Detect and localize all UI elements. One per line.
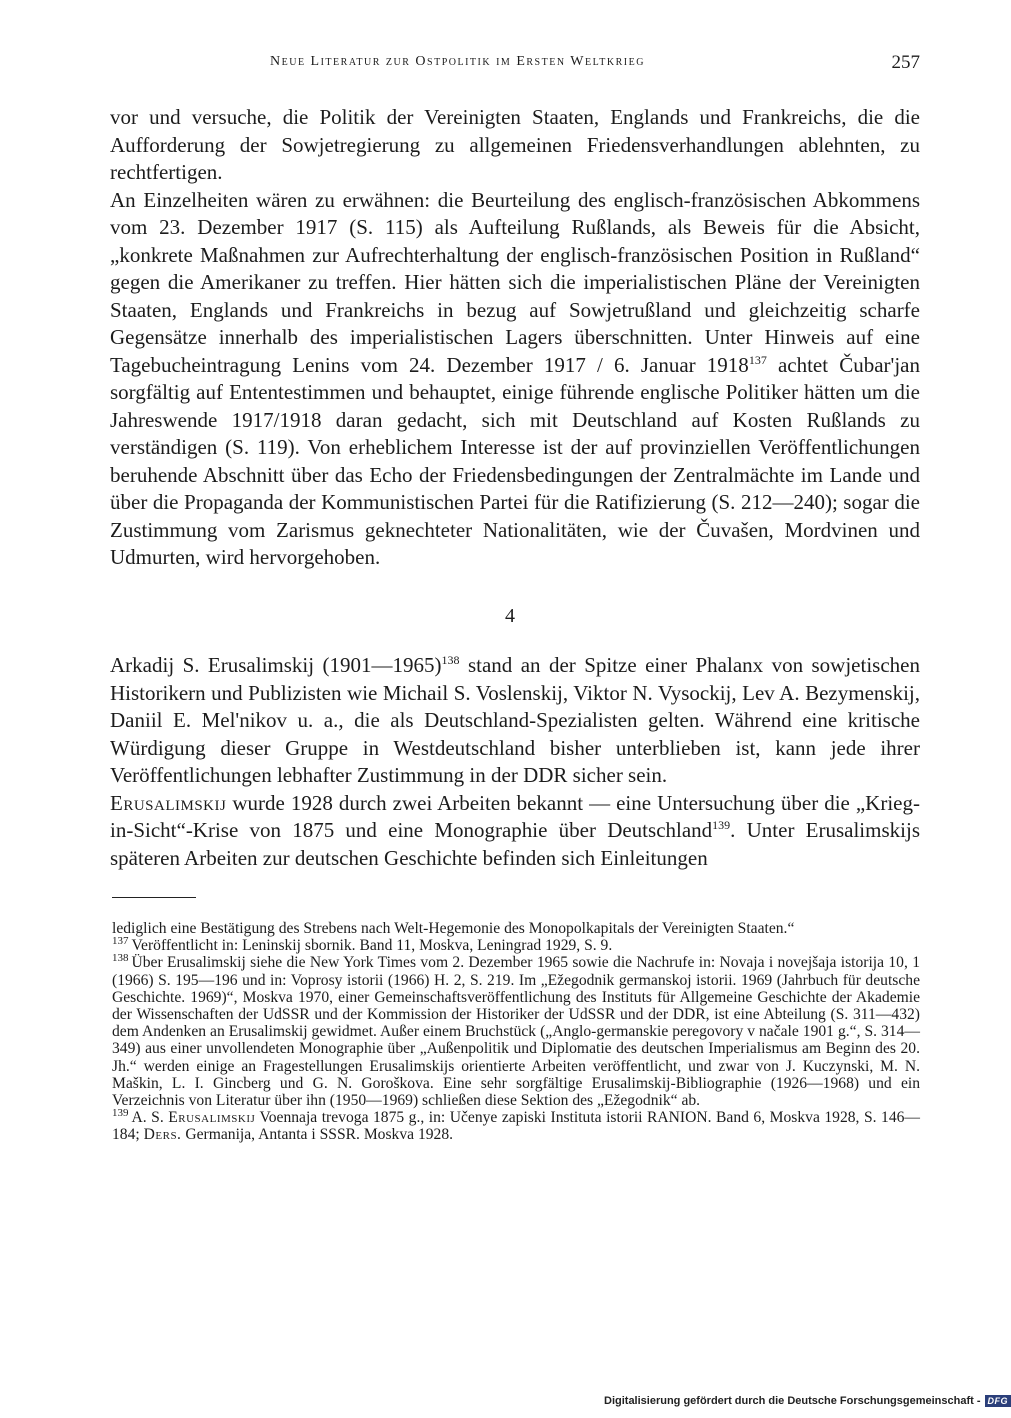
paragraph-text: wurde 1928 durch zwei Arbeiten bekannt — eine Untersuchung über die „Krieg-in-Sicht“-Krise von 1875 und eine Monographie über Deutschland <box>110 790 920 842</box>
page-header <box>270 52 920 76</box>
paragraph-text: achtet Čubar'jan sorgfältig auf Ententestimmen und behauptet, einige führende englische Politiker hätten um die Jahreswende 1917/1918 daran gedacht, sich mit Deutschland auf Kosten Rußlands zu verständigen (S. 119). Von erheblichem Interesse ist der auf provinziellen Veröffentlichungen beruhende Abschnitt über das Echo der Friedensbedingungen der Zentralmächte im Lande und über die Propaganda der Kommunistischen Partei für die Ratifizierung (S. 212—240); sogar die Zustimmung vom Zarismus geknechteter Nationalitäten, wie der Čuvašen, Mordvinen und Udmurten, wird hervorgehoben. <box>110 352 920 569</box>
author-name: Erusalimskij <box>168 1109 256 1127</box>
body-block-2 <box>110 652 920 872</box>
running-title: Neue Literatur zur Ostpolitik im Ersten Weltkrieg <box>270 54 645 69</box>
section-number: 4 <box>505 605 515 627</box>
paragraph: vor und versuche, die Politik der Vereinigten Staaten, Englands und Frankreichs, die die Aufforderung der Sowjetregierung zu allgemeinen Friedensverhandlungen ablehnten, zu rechtfertigen. <box>110 105 920 184</box>
footnote-divider <box>112 897 196 898</box>
funding-text: Digitalisierung gefördert durch die Deutsche Forschungsgemeinschaft - <box>604 1395 981 1408</box>
footnote-text: Voennaja trevoga 1875 g., in: Učenye zapiski Instituta istorii RANION. Band 6, Moskva 1928, S. 146—184; <box>112 1109 921 1144</box>
footnote-number: 139 <box>112 1107 129 1120</box>
footnote-text: Veröffentlicht in: Leninskij sbornik. Band 11, Moskva, Leningrad 1929, S. 9. <box>131 937 613 955</box>
paragraph <box>110 790 920 873</box>
footnote-138 <box>112 954 920 1109</box>
paragraph-text: . Unter Erusalimskijs späteren Arbeiten zur deutschen Geschichte befinden sich Einleitungen <box>110 818 920 870</box>
page-number: 257 <box>891 52 920 73</box>
ders-abbrev: Ders. <box>143 1126 182 1144</box>
paragraph <box>110 187 920 572</box>
funding-notice <box>604 1395 1011 1413</box>
footnote-ref-139: 139 <box>712 818 731 832</box>
footnote-ref-138: 138 <box>441 653 460 667</box>
author-name: Erusalimskij <box>110 790 227 815</box>
footnote-continuation: lediglich eine Bestätigung des Strebens nach Welt-Hegemonie des Monopolkapitals der Vereinigten Staaten.“ <box>112 920 795 937</box>
footnote-text: Über Erusalimskij siehe die New York Times vom 2. Dezember 1965 sowie die Nachrufe in: Novaja i novejšaja istorija 10, 1 (1966) S. 195—196 und in: Voprosy istorii (1966) H. 2, S. 219. Im „Ežegodnik germanskoj istorii. 1969 (Jahrbuch für deutsche Geschichte. 1969)“, Moskva 1970, einer Gemeinschaftsveröffentlichung des Instituts für Allgemeine Geschichte der Akademie der Wissenschaften der UdSSR und der Kommission der Historiker der UdSSR und der DDR, ist eine Abteilung (S. 311—432) dem Andenken an Erusalimskij gewidmet. Außer einem Bruchstück („Anglo-germanskie peregovory v načale 1901 g.“, S. 314—349) aus einer unvollendeten Monographie über „Außenpolitik und Diplomatie des deutschen Imperialismus am Beginn des 20. Jh.“ werden einige an Fragestellungen Erusalimskijs orientierte Arbeiten veröffentlicht, und zwar von J. Kuczynski, M. N. Maškin, L. I. Ginсberg und G. N. Goroškova. Eine sehr sorgfältige Erusalimskij-Bibliographie (1926—1968) und ein Verzeichnis von Literatur über ihn (1950—1969) schließen diese Sektion des „Ežegodnik“ ab. <box>112 954 920 1110</box>
footnotes <box>112 920 920 1144</box>
footnote-139 <box>112 1109 920 1143</box>
dfg-logo-icon: DFG <box>985 1395 1011 1407</box>
body-block-1 <box>110 104 920 572</box>
footnote-number: 137 <box>112 935 129 948</box>
footnote-ref-137: 137 <box>748 352 767 367</box>
footnote-137 <box>112 937 920 954</box>
footnote-number: 138 <box>112 952 129 965</box>
paragraph-text: stand an der Spitze einer Phalanx von sowjetischen Historikern und Publizisten wie Michail S. Voslenskij, Viktor N. Vysockij, Lev A. Bezymenskij, Daniil E. Mel'nikov u. a., die als Deutschland-Spezialisten gelten. Während eine kritische Würdigung dieser Gruppe in Westdeutschland bisher unterblieben ist, kann jede ihrer Veröffentlichungen lebhafter Zustimmung in der DDR sicher sein. <box>110 653 920 787</box>
footnote-text: Germanija, Antanta i SSSR. Moskva 1928. <box>181 1126 454 1144</box>
paragraph-text: Arkadij S. Erusalimskij (1901—1965) <box>110 653 442 677</box>
paragraph <box>110 652 920 790</box>
footnote-text: A. S. <box>131 1109 169 1127</box>
paragraph-text: An Einzelheiten wären zu erwähnen: die Beurteilung des englisch-französischen Abkommens vom 23. Dezember 1917 (S. 115) als Aufteilung Rußlands, als Beweis für die Absicht, „konkrete Maßnahmen zur Aufrechterhaltung der englisch-französischen Position in Rußland“ gegen die Amerikaner zu treffen. Hier hätten sich die imperialistischen Pläne der Vereinigten Staaten, Englands und Frankreichs in bezug auf Sowjetrußland und gleichzeitig scharfe Gegensätze innerhalb des imperialistischen Lagers überschnitten. Unter Hinweis auf eine Tagebucheintragung Lenins vom 24. Dezember 1917 / 6. Januar 1918 <box>110 187 920 377</box>
